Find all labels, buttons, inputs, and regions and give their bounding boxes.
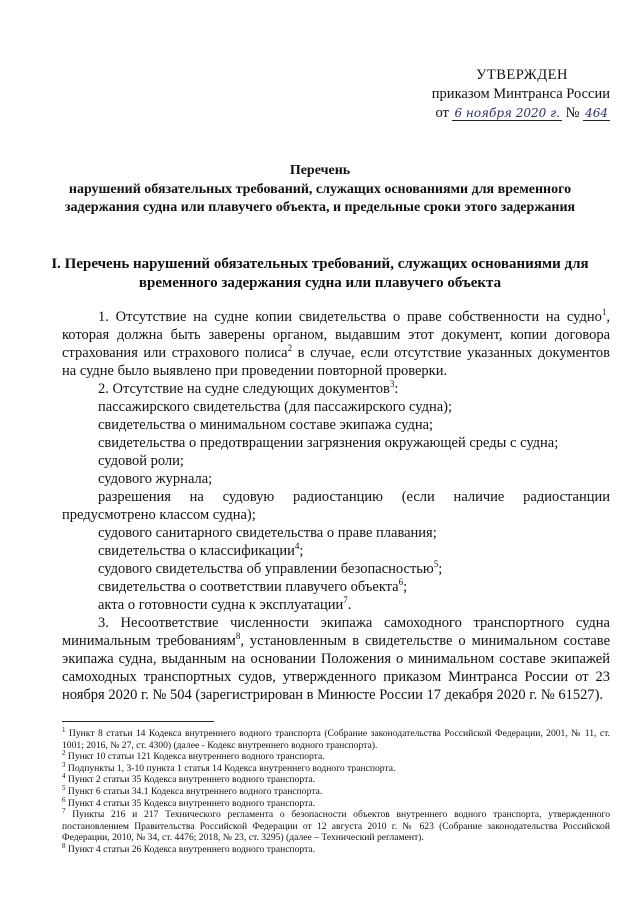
- footnote-ref-4: 4: [294, 541, 300, 552]
- footnote-text: Пункт 8 статьи 14 Кодекса внутреннего водного транспорта (Собрание законодательства Российской Федерации, 2001, № 11, ст. 1001; 2016, № 27, ст. 4300) (далее - Кодекс внутреннего водного транспорта).: [62, 728, 610, 751]
- handwritten-number: 464: [585, 106, 608, 120]
- footnote-text: Пункт 10 статьи 121 Кодекса внутреннего водного транспорта.: [65, 751, 325, 763]
- footnote-ref-2: 2: [287, 343, 293, 354]
- footnote-ref-1: 1: [601, 307, 607, 318]
- footnote-ref-6: 6: [398, 577, 404, 588]
- list-item: [62, 560, 610, 578]
- list-item: [62, 578, 610, 596]
- footnote-number: 5: [62, 783, 66, 792]
- footnote: [62, 806, 610, 844]
- list-item: пассажирского свидетельства (для пассажирского судна);: [98, 399, 453, 415]
- list-item: судовой роли;: [98, 453, 184, 469]
- handwritten-date: 6 ноября 2020 г.: [454, 106, 560, 120]
- footnote-text: Пункт 6 статьи 34.1 Кодекса внутреннего водного транспорта.: [65, 785, 323, 797]
- footnotes: [62, 725, 610, 856]
- p3-text-b: , установленным в свидетельстве о минимальном составе экипажа судна, выданным на основании Положения о минимальном составе экипажей самоходных транспортных судов, утвержденного приказом Минтранса России от 23 ноября 2020 г. № 504 (зарегистрирован в Минюсте России 17 декабря 2020 г. № 61527).: [62, 633, 611, 703]
- title-line-1: Перечень: [289, 163, 351, 178]
- footnote-number: 8: [62, 841, 66, 850]
- footnote-number: 6: [62, 795, 66, 804]
- list-item: [62, 542, 610, 560]
- approval-title: УТВЕРЖДЕН: [476, 67, 568, 83]
- footnote: [62, 841, 610, 856]
- list-item: [62, 596, 610, 614]
- approval-stamp: [400, 66, 610, 123]
- p2-colon: :: [394, 381, 399, 397]
- footnote-ref-7: 7: [343, 595, 348, 606]
- punct: .: [347, 597, 352, 613]
- footnote: [62, 751, 610, 763]
- footnote-number: 7: [62, 806, 66, 815]
- title-line-2: нарушений обязательных требований, служащих основаниями для временного задержания судна или плавучего объекта, и предельные сроки этого задержания: [64, 182, 576, 215]
- list-item: разрешения на судовую радиостанцию (если наличие радиостанции предусмотрено классом судна);: [62, 489, 610, 523]
- paragraph-1: [62, 308, 610, 380]
- footnote: [62, 760, 610, 775]
- footnote-number: 3: [62, 760, 66, 769]
- item-text: судового свидетельства об управлении безопасностью: [98, 561, 434, 577]
- list-item: судового санитарного свидетельства о праве плавания;: [98, 525, 437, 541]
- p2-text: 2. Отсутствие на судне следующих документов: [98, 381, 390, 397]
- document-title: [40, 162, 600, 217]
- list-item: судового журнала;: [98, 471, 213, 487]
- number-label: №: [565, 105, 580, 121]
- from-label: от: [435, 105, 449, 121]
- footnote-text: Пункт 4 статьи 26 Кодекса внутреннего водного транспорта.: [65, 843, 316, 855]
- p1-text-c: в случае, если отсутствие указанных документов на судне было выявлено при проведении повторной проверки.: [62, 345, 610, 379]
- punct: ;: [299, 543, 304, 559]
- list-item: свидетельства о предотвращении загрязнения окружающей среды с судна;: [98, 435, 559, 451]
- footnote: [62, 783, 610, 798]
- footnote: [62, 774, 610, 786]
- footnote-ref-8: 8: [235, 631, 241, 642]
- paragraph-2: [62, 380, 610, 398]
- document-body: [62, 308, 610, 704]
- footnote-text: Пункт 4 статьи 35 Кодекса внутреннего водного транспорта.: [65, 797, 316, 809]
- footnote: [62, 795, 610, 810]
- item-text: свидетельства о соответствии плавучего объекта: [98, 579, 399, 595]
- footnote-number: 2: [62, 749, 66, 757]
- footnote-ref-5: 5: [433, 559, 439, 570]
- paragraph-3: [62, 614, 610, 704]
- footnote-ref-3: 3: [389, 379, 395, 390]
- punct: ;: [438, 561, 443, 577]
- approval-date-line: [400, 104, 610, 123]
- footnote-text: Подпункты 1, 3-10 пункта 1 статья 14 Кодекса внутреннего водного транспорта.: [65, 762, 396, 774]
- list-item: свидетельства о минимальном составе экипажа судна;: [98, 417, 434, 433]
- footnote-number: 1: [62, 725, 66, 734]
- section-title: I. Перечень нарушений обязательных требований, служащих основаниями для временного задержания судна или плавучего объекта: [51, 256, 589, 291]
- footnote-text: Пункт 2 статьи 35 Кодекса внутреннего водного транспорта.: [65, 774, 316, 786]
- footnote-number: 4: [62, 772, 66, 781]
- footnote: [62, 725, 610, 751]
- item-text: свидетельства о классификации: [98, 543, 295, 559]
- p3-text-a: 3. Несоответствие численности экипажа самоходного транспортного судна минимальным требованиям: [62, 615, 610, 649]
- p1-text-b: , которая должна быть заверены органом, выдавшим этот документ, копии договора страхования или страхового полиса: [62, 309, 610, 361]
- approval-order-line: приказом Минтранса России: [431, 86, 610, 102]
- footnote-separator: [62, 721, 214, 722]
- p1-text-a: 1. Отсутствие на судне копии свидетельства о праве собственности на судно: [98, 309, 602, 325]
- item-text: акта о готовности судна к эксплуатации: [98, 597, 344, 613]
- punct: ;: [403, 579, 408, 595]
- footnote-text: Пункты 216 и 217 Технического регламента о безопасности объектов внутреннего водного транспорта, утвержденного постановлением Правительства Российской Федерации от 12 августа 2010 г. № 623 (Собрание законодательства Российской Федерации, 2010, № 34, ст. 4476; 2018, № 23, ст. 3295) (далее – Технический регламент).: [62, 809, 610, 844]
